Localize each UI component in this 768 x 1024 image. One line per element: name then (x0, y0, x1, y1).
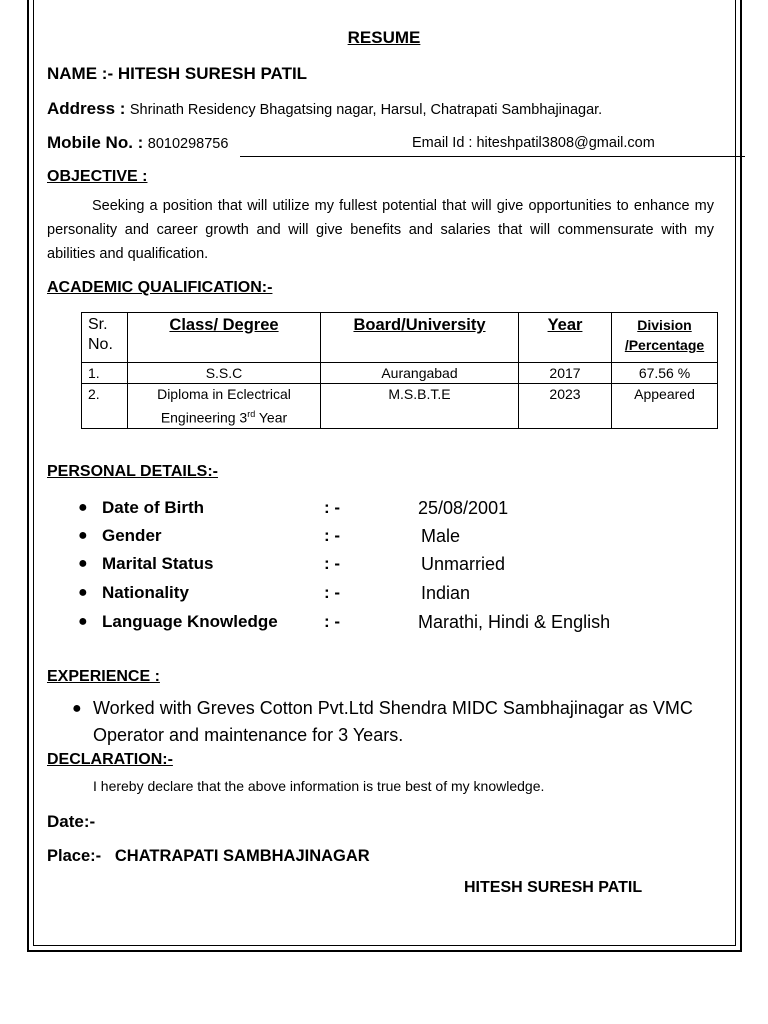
signature-name: HITESH SURESH PATIL (464, 879, 643, 896)
declaration-heading: DECLARATION:- (47, 751, 173, 768)
address-line (47, 99, 602, 119)
cell-sr: 2. (82, 384, 128, 429)
personal-heading: PERSONAL DETAILS:- (47, 463, 218, 480)
cell-sr: 1. (82, 363, 128, 384)
academic-heading: ACADEMIC QUALIFICATION:- (47, 279, 273, 296)
table-row (82, 363, 718, 384)
name-value: HITESH SURESH PATIL (117, 64, 308, 83)
date-label: Date:- (47, 812, 96, 831)
list-item: ● Marital Status : - Unmarried (78, 554, 506, 574)
table-row (82, 384, 718, 429)
list-item: ● Nationality : - Indian (78, 583, 471, 603)
name-label: NAME :- (47, 64, 114, 83)
address-label: Address : (47, 99, 126, 118)
objective-heading: OBJECTIVE : (47, 168, 148, 185)
cell-degree: S.S.C (128, 363, 321, 384)
place-value: CHATRAPATI SAMBHAJINAGAR (114, 847, 370, 865)
list-item: ● Language Knowledge : - Marathi, Hindi & English (78, 612, 611, 632)
email-value: hiteshpatil3808@gmail.com (476, 135, 655, 151)
col-sr-no: Sr. No. (82, 313, 128, 363)
cell-board: M.S.B.T.E (321, 384, 519, 429)
name-line (47, 64, 307, 84)
mobile-line (47, 133, 228, 153)
cell-board: Aurangabad (321, 363, 519, 384)
bullet-icon: ● (78, 527, 88, 544)
cell-result: Appeared (612, 384, 718, 429)
col-board-university: Board/University (321, 313, 519, 363)
mobile-value: 8010298756 (147, 136, 229, 152)
place-line (47, 847, 370, 866)
address-value: Shrinath Residency Bhagatsing nagar, Harsul, Chatrapati Sambhajinagar. (129, 102, 603, 118)
objective-text (47, 194, 714, 266)
col-division-percentage: Division /Percentage (612, 313, 718, 363)
objective-body: Seeking a position that will utilize my fullest potential that will give opportunities to enhance my personality and career growth and will give benefits and salaries that will commensurate with my abilities and qualification. (47, 198, 714, 262)
list-item: ● Gender : - Male (78, 526, 461, 546)
cell-year: 2023 (519, 384, 612, 429)
contact-divider (240, 156, 745, 157)
bullet-icon: ● (78, 613, 88, 630)
academic-header-row (82, 313, 718, 363)
col-class-degree: Class/ Degree (128, 313, 321, 363)
place-label: Place:- (47, 847, 102, 865)
bullet-icon: ● (78, 499, 88, 516)
cell-degree: Diploma in Eclectrical Engineering 3rd Year (128, 384, 321, 429)
academic-table (81, 312, 718, 429)
col-year: Year (519, 313, 612, 363)
email-label: Email Id : (412, 135, 473, 151)
cell-year: 2017 (519, 363, 612, 384)
list-item: ● Date of Birth : - 25/08/2001 (78, 498, 509, 518)
cell-result: 67.56 % (612, 363, 718, 384)
experience-heading: EXPERIENCE : (47, 668, 160, 685)
bullet-icon: ● (78, 555, 88, 572)
email-line (412, 135, 655, 151)
mobile-label: Mobile No. : (47, 133, 144, 152)
bullet-icon: ● (72, 700, 82, 717)
bullet-icon: ● (78, 584, 88, 601)
resume-title: RESUME (347, 28, 421, 47)
declaration-text: I hereby declare that the above information is true best of my knowledge. (93, 778, 545, 794)
